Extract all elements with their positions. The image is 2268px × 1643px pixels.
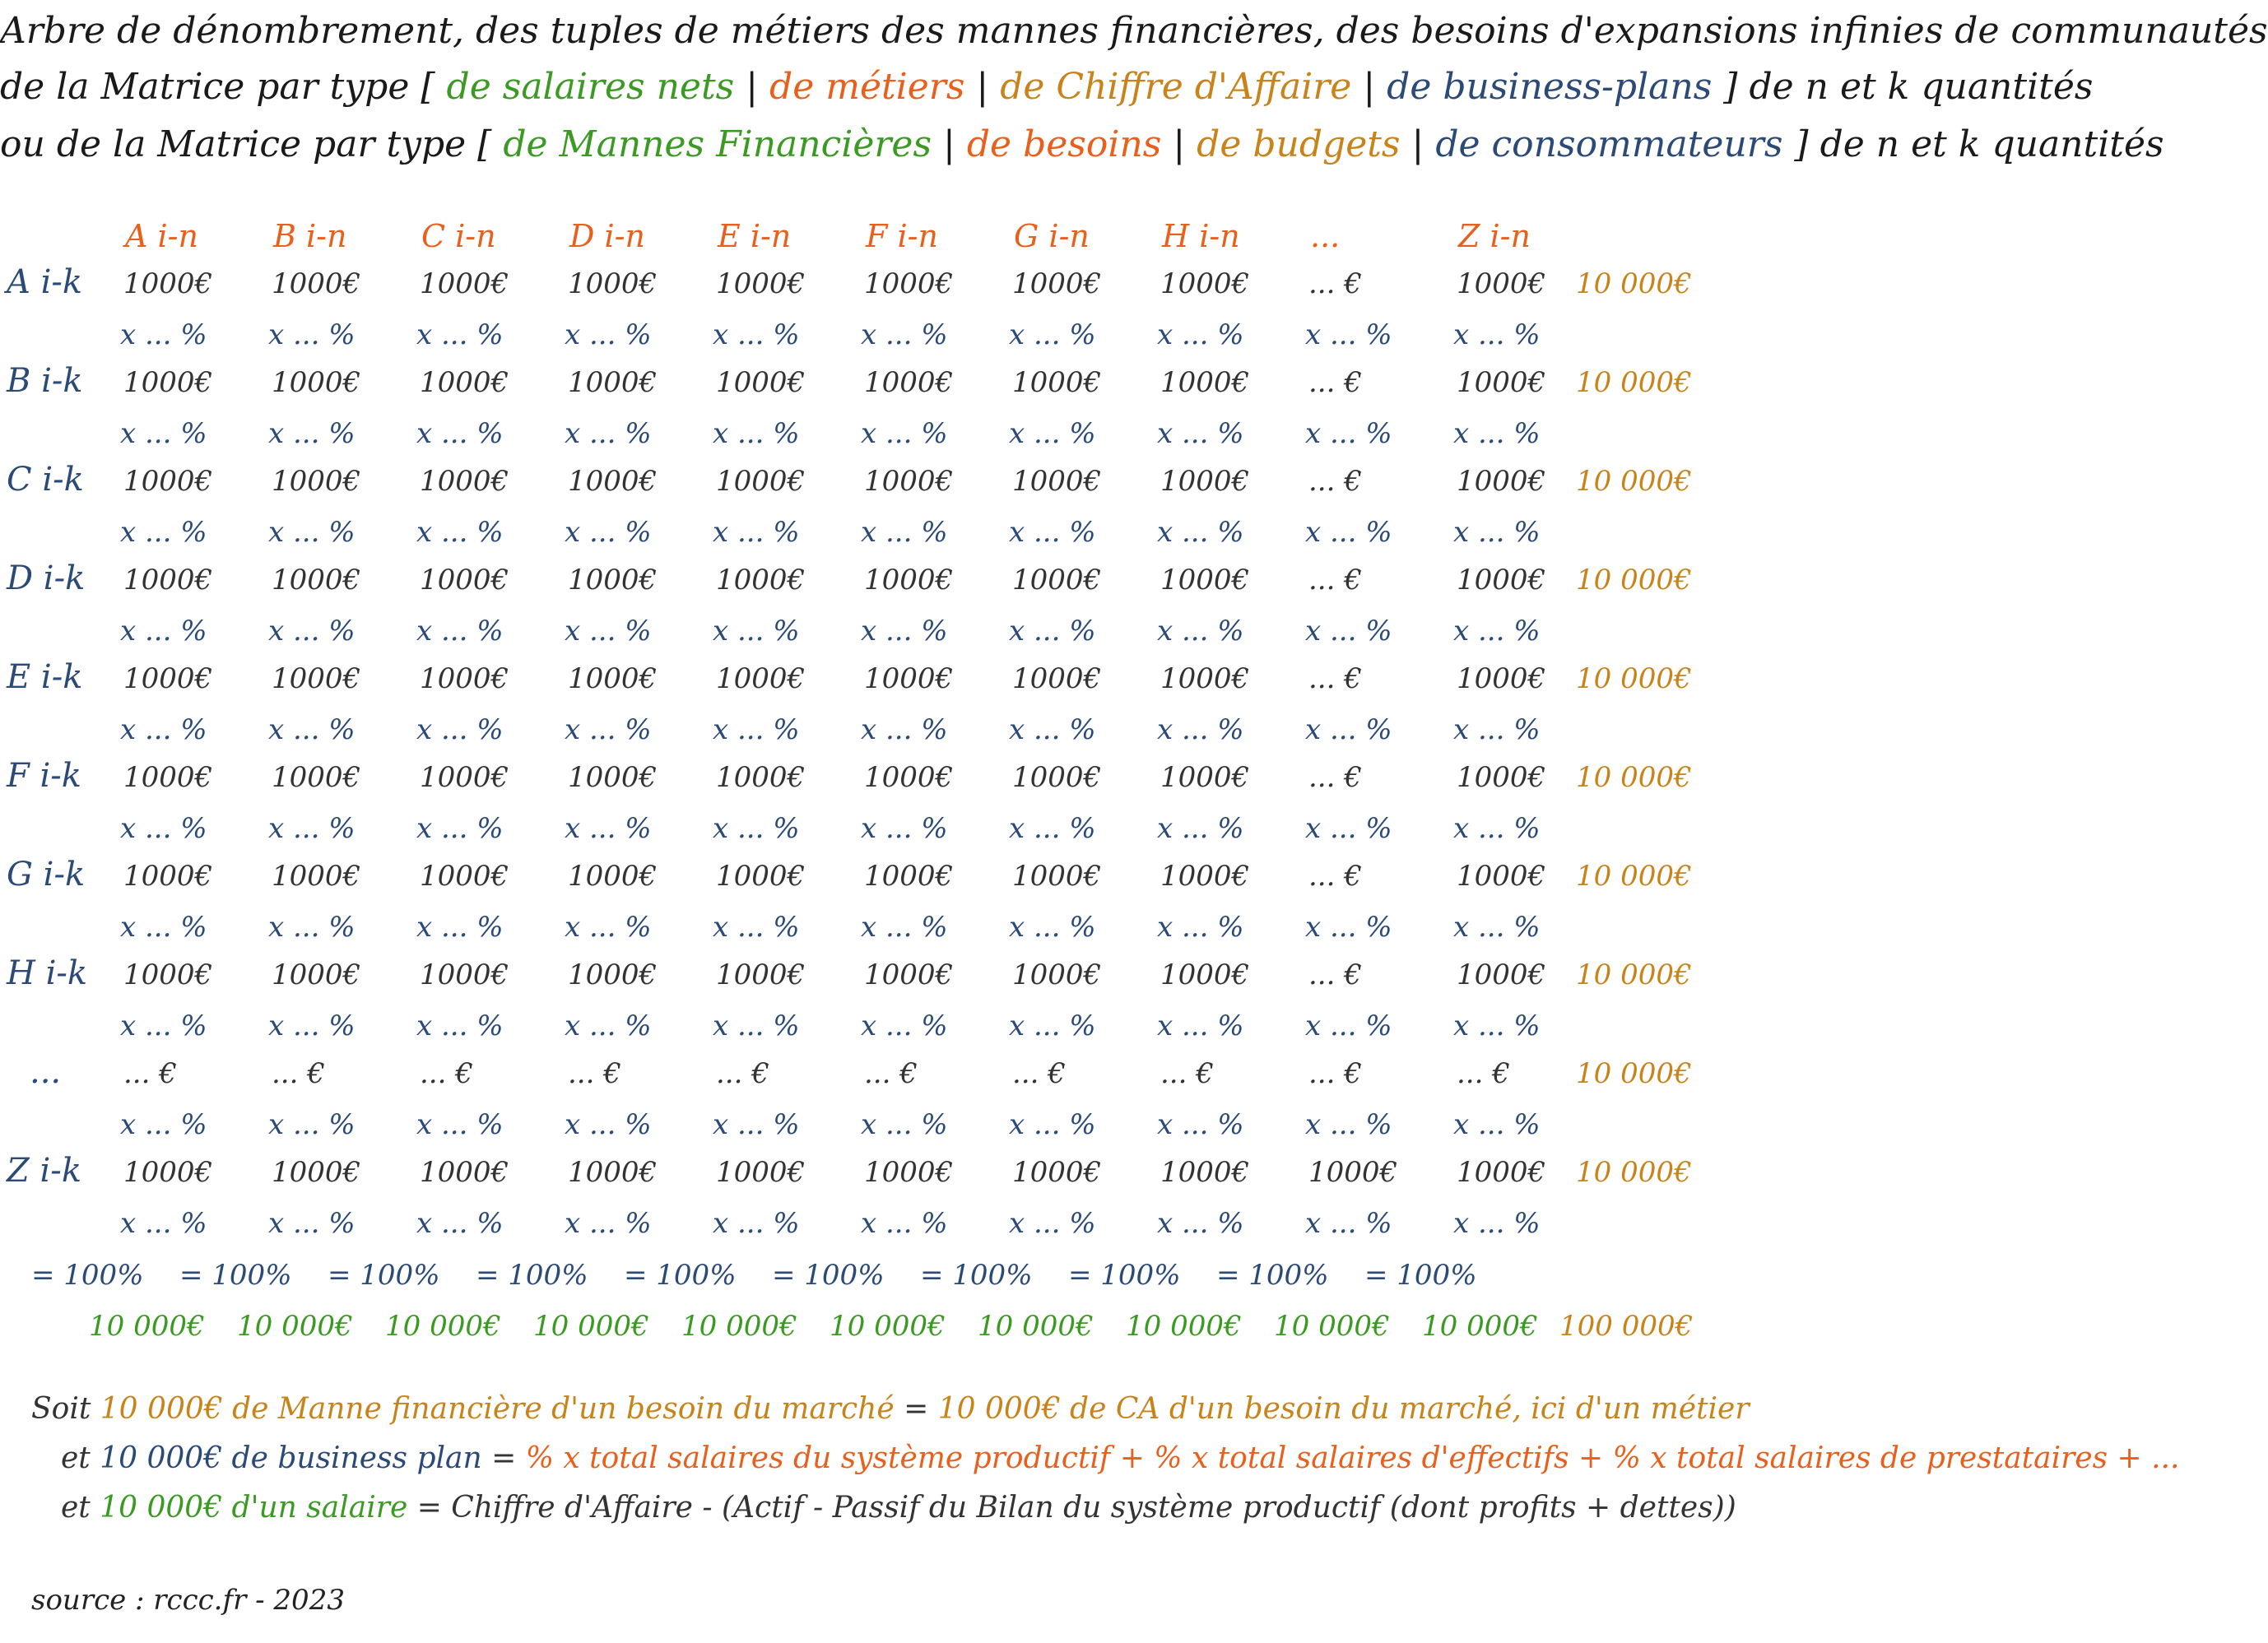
percent-cell: x ... % — [713, 318, 800, 351]
note-3-c: = Chiffre d'Affaire - (Actif - Passif du Bilan du système productif (dont profits + dettes)) — [416, 1491, 1736, 1525]
column-header: H i-n — [1162, 218, 1240, 254]
value-cell: 1000€ — [1160, 267, 1250, 300]
percent-cell: x ... % — [1157, 318, 1244, 351]
value-cell: 1000€ — [1457, 465, 1546, 498]
row-label: C i-k — [7, 461, 84, 499]
value-cell: 1000€ — [1457, 1156, 1546, 1189]
column-total: 10 000€ — [237, 1310, 353, 1343]
percent-cell: x ... % — [268, 812, 356, 845]
percent-cell: x ... % — [861, 1108, 948, 1141]
percent-cell: x ... % — [416, 516, 504, 549]
value-cell: 1000€ — [1457, 958, 1546, 991]
row-total: 10 000€ — [1576, 662, 1692, 695]
percent-cell: x ... % — [565, 713, 652, 746]
value-cell: ... € — [1308, 761, 1362, 794]
percent-cell: x ... % — [120, 1207, 207, 1240]
percent-cell: x ... % — [1453, 1108, 1541, 1141]
value-cell: 1000€ — [1160, 1156, 1250, 1189]
percent-cell: x ... % — [713, 615, 800, 647]
title-2-sep2: | — [976, 66, 989, 108]
value-cell: 1000€ — [1308, 1156, 1398, 1189]
percent-cell: x ... % — [1453, 615, 1541, 647]
title-2-sep1: | — [746, 66, 759, 108]
value-cell: 1000€ — [1457, 564, 1546, 596]
value-cell: 1000€ — [1457, 366, 1546, 399]
value-cell: 1000€ — [272, 761, 361, 794]
title-2-prefix: de la Matrice par type [ — [0, 66, 435, 108]
value-cell: 1000€ — [568, 662, 658, 695]
percent-cell: x ... % — [1305, 713, 1392, 746]
percent-cell: x ... % — [565, 1009, 652, 1042]
value-cell: 1000€ — [123, 662, 213, 695]
title-3-sep1: | — [943, 123, 955, 165]
percent-cell: x ... % — [713, 1108, 800, 1141]
value-cell: 1000€ — [123, 465, 213, 498]
value-cell: 1000€ — [1457, 761, 1546, 794]
value-cell: 1000€ — [1012, 662, 1102, 695]
column-total: 10 000€ — [681, 1310, 797, 1343]
column-header: B i-n — [273, 218, 347, 254]
grand-total: 100 000€ — [1559, 1310, 1694, 1343]
row-total: 10 000€ — [1576, 860, 1692, 893]
column-header: E i-n — [718, 218, 792, 254]
note-line-2 — [61, 1438, 2180, 1479]
value-cell: 1000€ — [568, 564, 658, 596]
percent-cell: x ... % — [861, 417, 948, 450]
column-header: D i-n — [569, 218, 646, 254]
percent-cell: x ... % — [713, 516, 800, 549]
value-cell: 1000€ — [420, 564, 509, 596]
percent-cell: x ... % — [1305, 417, 1392, 450]
column-percent-sum: = 100% — [624, 1259, 737, 1292]
percent-cell: x ... % — [1157, 812, 1244, 845]
column-header: G i-n — [1014, 218, 1090, 254]
percent-cell: x ... % — [268, 318, 356, 351]
column-total: 10 000€ — [1274, 1310, 1390, 1343]
column-percent-sum: = 100% — [1068, 1259, 1181, 1292]
value-cell: 1000€ — [864, 958, 954, 991]
note-3-b: 10 000€ d'un salaire — [100, 1491, 408, 1525]
row-total: 10 000€ — [1576, 1156, 1692, 1189]
percent-cell: x ... % — [565, 812, 652, 845]
row-total: 10 000€ — [1576, 958, 1692, 991]
value-cell: 1000€ — [568, 1156, 658, 1189]
percent-cell: x ... % — [565, 318, 652, 351]
row-label: ... — [30, 1053, 62, 1091]
value-cell: 1000€ — [716, 860, 806, 893]
percent-cell: x ... % — [861, 713, 948, 746]
percent-cell: x ... % — [416, 713, 504, 746]
value-cell: ... € — [716, 1057, 769, 1090]
value-cell: 1000€ — [272, 860, 361, 893]
title-3-prefix: ou de la Matrice par type [ — [0, 123, 492, 165]
percent-cell: x ... % — [861, 516, 948, 549]
column-header: C i-n — [421, 218, 496, 254]
percent-cell: x ... % — [713, 417, 800, 450]
value-cell: 1000€ — [123, 860, 213, 893]
percent-cell: x ... % — [268, 516, 356, 549]
column-total: 10 000€ — [533, 1310, 649, 1343]
note-3-a: et — [61, 1491, 91, 1525]
value-cell: 1000€ — [272, 564, 361, 596]
note-1-b: 10 000€ de Manne financière d'un besoin du marché — [100, 1392, 895, 1426]
value-cell: ... € — [1308, 662, 1362, 695]
row-label: A i-k — [7, 263, 83, 301]
percent-cell: x ... % — [1009, 1108, 1096, 1141]
column-total: 10 000€ — [1422, 1310, 1538, 1343]
row-label: F i-k — [7, 757, 82, 795]
value-cell: 1000€ — [123, 267, 213, 300]
percent-cell: x ... % — [713, 812, 800, 845]
value-cell: ... € — [1012, 1057, 1066, 1090]
column-header: F i-n — [866, 218, 938, 254]
column-total: 10 000€ — [830, 1310, 946, 1343]
percent-cell: x ... % — [1305, 1207, 1392, 1240]
percent-cell: x ... % — [416, 1009, 504, 1042]
value-cell: ... € — [1160, 1057, 1214, 1090]
column-total: 10 000€ — [385, 1310, 501, 1343]
percent-cell: x ... % — [416, 318, 504, 351]
value-cell: 1000€ — [716, 662, 806, 695]
percent-cell: x ... % — [1157, 911, 1244, 944]
note-2-c: = — [491, 1441, 517, 1475]
percent-cell: x ... % — [1453, 516, 1541, 549]
note-2-a: et — [61, 1441, 91, 1475]
percent-cell: x ... % — [416, 911, 504, 944]
percent-cell: x ... % — [268, 417, 356, 450]
title-2-metiers: de métiers — [769, 66, 965, 108]
value-cell: ... € — [272, 1057, 325, 1090]
percent-cell: x ... % — [1453, 1009, 1541, 1042]
value-cell: 1000€ — [420, 267, 509, 300]
value-cell: 1000€ — [1160, 465, 1250, 498]
value-cell: 1000€ — [864, 1156, 954, 1189]
value-cell: 1000€ — [1012, 564, 1102, 596]
percent-cell: x ... % — [120, 713, 207, 746]
source-credit: source : rccc.fr - 2023 — [31, 1584, 345, 1617]
value-cell: 1000€ — [568, 958, 658, 991]
title-2-suffix: ] de n et k quantités — [1723, 66, 2094, 108]
percent-cell: x ... % — [1453, 417, 1541, 450]
value-cell: ... € — [1308, 860, 1362, 893]
percent-cell: x ... % — [1305, 516, 1392, 549]
value-cell: 1000€ — [1012, 860, 1102, 893]
percent-cell: x ... % — [565, 516, 652, 549]
value-cell: 1000€ — [123, 366, 213, 399]
percent-cell: x ... % — [120, 1108, 207, 1141]
percent-cell: x ... % — [861, 318, 948, 351]
value-cell: 1000€ — [716, 267, 806, 300]
value-cell: 1000€ — [123, 958, 213, 991]
value-cell: 1000€ — [1012, 465, 1102, 498]
percent-cell: x ... % — [861, 911, 948, 944]
percent-cell: x ... % — [1453, 1207, 1541, 1240]
value-cell: 1000€ — [716, 958, 806, 991]
value-cell: 1000€ — [123, 1156, 213, 1189]
column-percent-sum: = 100% — [328, 1259, 440, 1292]
note-line-1 — [31, 1389, 1750, 1430]
row-label: G i-k — [7, 856, 86, 893]
value-cell: ... € — [420, 1057, 473, 1090]
percent-cell: x ... % — [1009, 812, 1096, 845]
value-cell: 1000€ — [864, 564, 954, 596]
percent-cell: x ... % — [1009, 318, 1096, 351]
percent-cell: x ... % — [1009, 713, 1096, 746]
value-cell: ... € — [123, 1057, 177, 1090]
value-cell: ... € — [568, 1057, 621, 1090]
title-line-2 — [0, 63, 2094, 112]
title-3-suffix: ] de n et k quantités — [1794, 123, 2164, 165]
percent-cell: x ... % — [1305, 1009, 1392, 1042]
value-cell: 1000€ — [568, 860, 658, 893]
value-cell: 1000€ — [420, 860, 509, 893]
value-cell: 1000€ — [1160, 860, 1250, 893]
note-1-c: = — [904, 1392, 929, 1426]
value-cell: 1000€ — [420, 366, 509, 399]
title-2-sep3: | — [1363, 66, 1376, 108]
column-header: A i-n — [125, 218, 198, 254]
column-percent-sum: = 100% — [920, 1259, 1033, 1292]
percent-cell: x ... % — [416, 1108, 504, 1141]
value-cell: 1000€ — [420, 761, 509, 794]
percent-cell: x ... % — [416, 1207, 504, 1240]
value-cell: ... € — [1308, 1057, 1362, 1090]
note-2-d: % x total salaires du système productif + % x total salaires d'effectifs + % x total salaires de prestataires + ... — [525, 1441, 2180, 1475]
value-cell: 1000€ — [1160, 564, 1250, 596]
percent-cell: x ... % — [268, 615, 356, 647]
value-cell: 1000€ — [1160, 761, 1250, 794]
value-cell: 1000€ — [716, 366, 806, 399]
value-cell: 1000€ — [864, 761, 954, 794]
value-cell: 1000€ — [568, 366, 658, 399]
value-cell: 1000€ — [272, 1156, 361, 1189]
note-line-3 — [61, 1488, 1736, 1529]
percent-cell: x ... % — [416, 615, 504, 647]
title-2-business: de business-plans — [1387, 66, 1713, 108]
value-cell: 1000€ — [272, 662, 361, 695]
value-cell: ... € — [1308, 958, 1362, 991]
percent-cell: x ... % — [1305, 1108, 1392, 1141]
title-3-sep2: | — [1173, 123, 1186, 165]
value-cell: 1000€ — [1160, 958, 1250, 991]
percent-cell: x ... % — [120, 318, 207, 351]
percent-cell: x ... % — [565, 417, 652, 450]
column-header: ... — [1310, 218, 1341, 254]
percent-cell: x ... % — [1453, 812, 1541, 845]
value-cell: 1000€ — [1457, 662, 1546, 695]
value-cell: 1000€ — [420, 1156, 509, 1189]
percent-cell: x ... % — [120, 516, 207, 549]
percent-cell: x ... % — [1305, 615, 1392, 647]
column-percent-sum: = 100% — [1364, 1259, 1477, 1292]
row-total: 10 000€ — [1576, 1057, 1692, 1090]
value-cell: 1000€ — [1457, 860, 1546, 893]
title-3-besoins: de besoins — [966, 123, 1162, 165]
note-2-b: 10 000€ de business plan — [100, 1441, 482, 1475]
percent-cell: x ... % — [1009, 615, 1096, 647]
percent-cell: x ... % — [1157, 1108, 1244, 1141]
percent-cell: x ... % — [268, 1207, 356, 1240]
title-2-ca: de Chiffre d'Affaire — [1000, 66, 1352, 108]
value-cell: 1000€ — [272, 366, 361, 399]
percent-cell: x ... % — [713, 911, 800, 944]
row-label: Z i-k — [7, 1152, 82, 1190]
title-2-salaires: de salaires nets — [446, 66, 735, 108]
value-cell: ... € — [1308, 267, 1362, 300]
percent-cell: x ... % — [1009, 516, 1096, 549]
column-total: 10 000€ — [978, 1310, 1094, 1343]
title-3-consommateurs: de consommateurs — [1435, 123, 1783, 165]
value-cell: 1000€ — [272, 465, 361, 498]
value-cell: 1000€ — [1012, 267, 1102, 300]
percent-cell: x ... % — [120, 911, 207, 944]
value-cell: 1000€ — [420, 465, 509, 498]
value-cell: 1000€ — [716, 761, 806, 794]
percent-cell: x ... % — [1009, 1009, 1096, 1042]
value-cell: ... € — [1308, 465, 1362, 498]
percent-cell: x ... % — [565, 911, 652, 944]
value-cell: 1000€ — [272, 267, 361, 300]
percent-cell: x ... % — [1305, 812, 1392, 845]
value-cell: 1000€ — [864, 860, 954, 893]
title-3-sep3: | — [1411, 123, 1424, 165]
value-cell: 1000€ — [864, 465, 954, 498]
percent-cell: x ... % — [713, 713, 800, 746]
percent-cell: x ... % — [565, 615, 652, 647]
value-cell: 1000€ — [716, 465, 806, 498]
value-cell: 1000€ — [864, 366, 954, 399]
percent-cell: x ... % — [416, 417, 504, 450]
column-percent-sum: = 100% — [772, 1259, 885, 1292]
percent-cell: x ... % — [1157, 1207, 1244, 1240]
percent-cell: x ... % — [416, 812, 504, 845]
column-total: 10 000€ — [89, 1310, 205, 1343]
percent-cell: x ... % — [713, 1009, 800, 1042]
percent-cell: x ... % — [268, 911, 356, 944]
column-header: Z i-n — [1458, 218, 1531, 254]
row-total: 10 000€ — [1576, 761, 1692, 794]
percent-cell: x ... % — [1305, 911, 1392, 944]
percent-cell: x ... % — [268, 1108, 356, 1141]
column-total: 10 000€ — [1126, 1310, 1242, 1343]
title-line-3 — [0, 120, 2164, 169]
title-3-mannes: de Mannes Financières — [503, 123, 932, 165]
percent-cell: x ... % — [861, 1207, 948, 1240]
percent-cell: x ... % — [1009, 1207, 1096, 1240]
title-line-1 — [0, 7, 2268, 56]
value-cell: 1000€ — [568, 465, 658, 498]
column-percent-sum: = 100% — [476, 1259, 588, 1292]
value-cell: 1000€ — [1012, 1156, 1102, 1189]
row-label: E i-k — [7, 658, 83, 696]
percent-cell: x ... % — [268, 1009, 356, 1042]
percent-cell: x ... % — [1157, 713, 1244, 746]
column-percent-sum: = 100% — [1216, 1259, 1329, 1292]
percent-cell: x ... % — [1009, 417, 1096, 450]
note-1-d: 10 000€ de CA d'un besoin du marché, ici d'un métier — [937, 1392, 1750, 1426]
value-cell: 1000€ — [864, 662, 954, 695]
value-cell: 1000€ — [1457, 267, 1546, 300]
value-cell: ... € — [1308, 564, 1362, 596]
percent-cell: x ... % — [861, 1009, 948, 1042]
value-cell: ... € — [864, 1057, 918, 1090]
value-cell: 1000€ — [1012, 761, 1102, 794]
value-cell: 1000€ — [420, 662, 509, 695]
value-cell: 1000€ — [123, 564, 213, 596]
value-cell: 1000€ — [568, 761, 658, 794]
value-cell: 1000€ — [568, 267, 658, 300]
row-label: B i-k — [7, 362, 83, 400]
percent-cell: x ... % — [713, 1207, 800, 1240]
percent-cell: x ... % — [861, 615, 948, 647]
title-3-budgets: de budgets — [1197, 123, 1401, 165]
row-total: 10 000€ — [1576, 267, 1692, 300]
percent-cell: x ... % — [861, 812, 948, 845]
percent-cell: x ... % — [1453, 713, 1541, 746]
value-cell: 1000€ — [716, 1156, 806, 1189]
percent-cell: x ... % — [1157, 417, 1244, 450]
row-total: 10 000€ — [1576, 366, 1692, 399]
note-1-a: Soit — [31, 1392, 91, 1426]
value-cell: ... € — [1457, 1057, 1510, 1090]
value-cell: 1000€ — [1012, 958, 1102, 991]
row-total: 10 000€ — [1576, 465, 1692, 498]
percent-cell: x ... % — [1305, 318, 1392, 351]
value-cell: 1000€ — [272, 958, 361, 991]
column-percent-sum: = 100% — [179, 1259, 292, 1292]
percent-cell: x ... % — [120, 1009, 207, 1042]
value-cell: 1000€ — [1012, 366, 1102, 399]
percent-cell: x ... % — [1453, 318, 1541, 351]
percent-cell: x ... % — [1453, 911, 1541, 944]
title-text-1: Arbre de dénombrement, des tuples de métiers des mannes financières, des besoins d'expansions infinies de communautés — [0, 10, 2268, 52]
value-cell: 1000€ — [123, 761, 213, 794]
percent-cell: x ... % — [565, 1207, 652, 1240]
percent-cell: x ... % — [565, 1108, 652, 1141]
value-cell: 1000€ — [716, 564, 806, 596]
value-cell: 1000€ — [1160, 662, 1250, 695]
percent-cell: x ... % — [1157, 516, 1244, 549]
row-label: D i-k — [7, 559, 86, 597]
percent-cell: x ... % — [1009, 911, 1096, 944]
percent-cell: x ... % — [1157, 1009, 1244, 1042]
value-cell: 1000€ — [1160, 366, 1250, 399]
percent-cell: x ... % — [120, 417, 207, 450]
row-total: 10 000€ — [1576, 564, 1692, 596]
value-cell: ... € — [1308, 366, 1362, 399]
value-cell: 1000€ — [420, 958, 509, 991]
percent-cell: x ... % — [268, 713, 356, 746]
row-label: H i-k — [7, 954, 88, 992]
percent-cell: x ... % — [1157, 615, 1244, 647]
percent-cell: x ... % — [120, 812, 207, 845]
column-percent-sum: = 100% — [31, 1259, 144, 1292]
percent-cell: x ... % — [120, 615, 207, 647]
value-cell: 1000€ — [864, 267, 954, 300]
